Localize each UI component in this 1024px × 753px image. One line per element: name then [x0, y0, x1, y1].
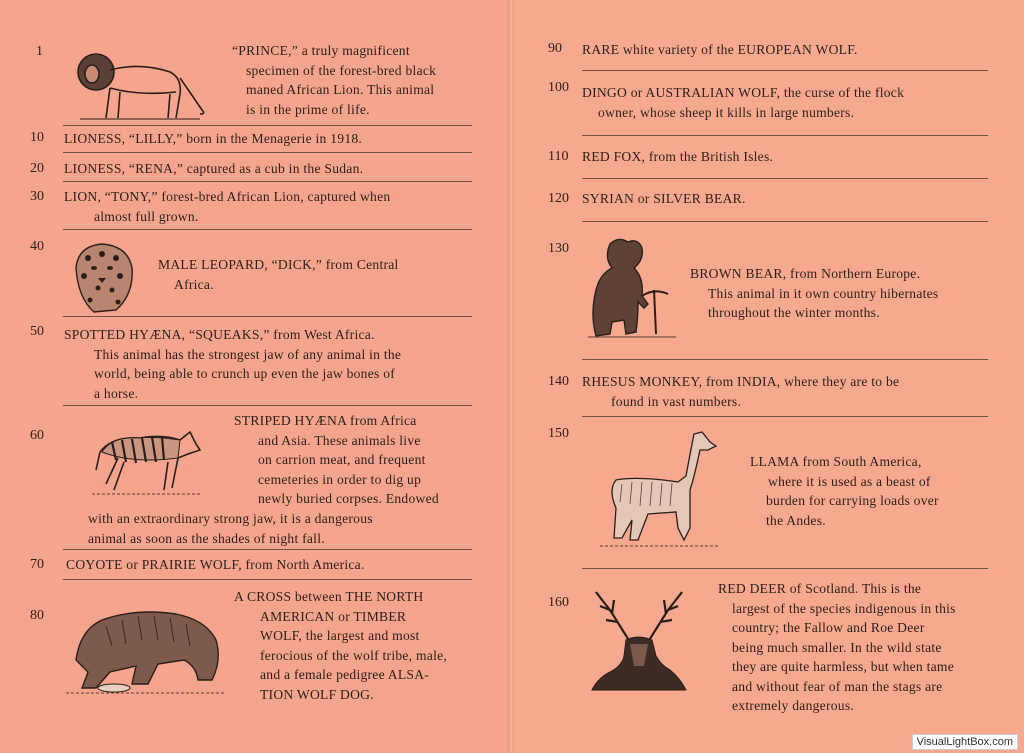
- entry-line: LLAMA from South America,: [750, 454, 922, 469]
- entry-line: found in vast numbers.: [611, 393, 742, 409]
- divider: [582, 135, 988, 136]
- hyena-icon: [92, 418, 204, 500]
- entry-line: ferocious of the wolf tribe, male,: [260, 647, 448, 663]
- entry-number: 140: [548, 374, 569, 389]
- entry-line: being much smaller. In the wild state: [732, 639, 942, 655]
- entry-line: largest of the species indigenous in this: [732, 600, 956, 616]
- entry-line: is in the prime of life.: [246, 101, 370, 117]
- entry-line: and Asia. These animals live: [258, 432, 421, 448]
- divider: [582, 178, 988, 179]
- entry-number: 60: [30, 428, 44, 443]
- entry-line: RED DEER of Scotland. This is the: [718, 581, 922, 596]
- entry-line: the Andes.: [766, 512, 826, 528]
- entry-line: animal as soon as the shades of night fall.: [88, 530, 325, 546]
- entry-dingo: [582, 83, 992, 122]
- entry-line: “PRINCE,” a truly magnificent: [232, 43, 410, 58]
- entry-red-fox: RED FOX, from the British Isles.: [582, 149, 774, 164]
- entry-number: 160: [548, 595, 569, 610]
- entry-line: owner, whose sheep it kills in large numbers.: [598, 104, 855, 120]
- entry-line: where it is used as a beast of: [768, 473, 931, 489]
- divider: [63, 125, 472, 126]
- divider: [582, 359, 988, 360]
- entry-rhesus-monkey: [582, 372, 992, 411]
- entry-line: This animal has the strongest jaw of any animal in the: [94, 346, 402, 362]
- entry-line: almost full grown.: [94, 208, 199, 224]
- entry-syrian-bear: SYRIAN or SILVER BEAR.: [582, 191, 746, 206]
- entry-line: world, being able to crunch up even the jaw bones of: [94, 366, 396, 381]
- entry-line: BROWN BEAR, from Northern Europe.: [690, 266, 921, 281]
- entry-number: 50: [30, 324, 44, 339]
- entry-number: 70: [30, 557, 44, 572]
- entry-number: 90: [548, 41, 562, 56]
- entry-striped-hyaena: [234, 411, 474, 509]
- entry-line: country; the Fallow and Roe Deer: [732, 620, 925, 635]
- entry-line: WOLF, the largest and most: [260, 628, 420, 643]
- entry-line: a horse.: [94, 385, 139, 401]
- entry-number: 10: [30, 130, 44, 145]
- divider: [63, 181, 472, 182]
- entry-line: MALE LEOPARD, “DICK,” from Central: [158, 257, 399, 272]
- entry-line: burden for carrying loads over: [766, 493, 939, 508]
- entry-number: 120: [548, 191, 569, 206]
- entry-timber-wolf: [234, 587, 474, 704]
- entry-dick: [158, 255, 478, 294]
- divider: [63, 229, 472, 230]
- entry-number: 20: [30, 161, 44, 176]
- entry-rena: LIONESS, “RENA,” captured as a cub in the Sudan.: [64, 161, 364, 176]
- wolf-icon: [66, 600, 226, 696]
- entry-line: DINGO or AUSTRALIAN WOLF, the curse of the flock: [582, 85, 905, 100]
- entry-line: newly buried corpses. Endowed: [258, 491, 439, 506]
- entry-line: Africa.: [174, 276, 214, 292]
- divider: [582, 221, 988, 222]
- llama-icon: [598, 428, 722, 554]
- stag-icon: [590, 586, 688, 692]
- entry-coyote: COYOTE or PRAIRIE WOLF, from North America.: [66, 557, 365, 572]
- entry-line: extremely dangerous.: [732, 698, 855, 713]
- watermark[interactable]: VisualLightBox.com: [912, 734, 1018, 750]
- entry-number: 150: [548, 426, 569, 441]
- page-fold: [508, 0, 514, 753]
- divider: [582, 70, 988, 71]
- entry-number: 40: [30, 239, 44, 254]
- entry-european-wolf: RARE white variety of the EUROPEAN WOLF.: [582, 42, 858, 57]
- entry-prince: [232, 41, 472, 119]
- divider: [582, 568, 988, 569]
- entry-number: 110: [548, 149, 569, 164]
- entry-line: AMERICAN or TIMBER: [260, 608, 407, 624]
- entry-line: LION, “TONY,” forest-bred African Lion, captured when: [64, 189, 391, 204]
- divider: [63, 405, 472, 406]
- divider: [582, 416, 988, 417]
- entry-line: and a female pedigree ALSA-: [260, 667, 430, 682]
- entry-line: with an extraordinary strong jaw, it is a dangerous: [88, 511, 373, 526]
- entry-line: and without fear of man the stags are: [732, 678, 943, 694]
- entry-line: maned African Lion. This animal: [246, 82, 435, 97]
- entry-line: specimen of the forest-bred black: [246, 62, 437, 78]
- entry-line: This animal in it own country hibernates: [708, 285, 939, 301]
- entry-number: 80: [30, 608, 44, 623]
- entry-brown-bear: [690, 264, 990, 323]
- entry-line: STRIPED HYÆNA from Africa: [234, 413, 417, 428]
- entry-line: on carrion meat, and frequent: [258, 452, 426, 467]
- entry-line: A CROSS between THE NORTH: [234, 589, 424, 604]
- entry-striped-hyaena-cont: [88, 509, 478, 548]
- entry-number: 1: [36, 44, 43, 59]
- entry-line: SPOTTED HYÆNA, “SQUEAKS,” from West Africa.: [64, 327, 375, 342]
- bear-icon: [588, 234, 678, 340]
- entry-line: throughout the winter months.: [708, 305, 880, 320]
- divider: [63, 316, 472, 317]
- entry-lilly: LIONESS, “LILLY,” born in the Menagerie in 1918.: [64, 131, 363, 146]
- entry-squeaks: [64, 325, 474, 403]
- entry-line: TION WOLF DOG.: [260, 686, 374, 702]
- entry-number: 30: [30, 189, 44, 204]
- divider: [63, 579, 472, 580]
- divider: [63, 152, 472, 153]
- entry-number: 130: [548, 241, 569, 256]
- entry-llama: [750, 452, 990, 530]
- entry-line: they are quite harmless, but when tame: [732, 659, 955, 674]
- entry-tony: [64, 187, 484, 226]
- divider: [63, 549, 472, 550]
- entry-number: 100: [548, 80, 569, 95]
- leopard-icon: [68, 238, 140, 316]
- entry-line: RHESUS MONKEY, from INDIA, where they are to be: [582, 374, 900, 389]
- entry-red-deer: [718, 579, 990, 716]
- lion-icon: [70, 48, 210, 124]
- entry-line: cemeteries in order to dig up: [258, 471, 422, 487]
